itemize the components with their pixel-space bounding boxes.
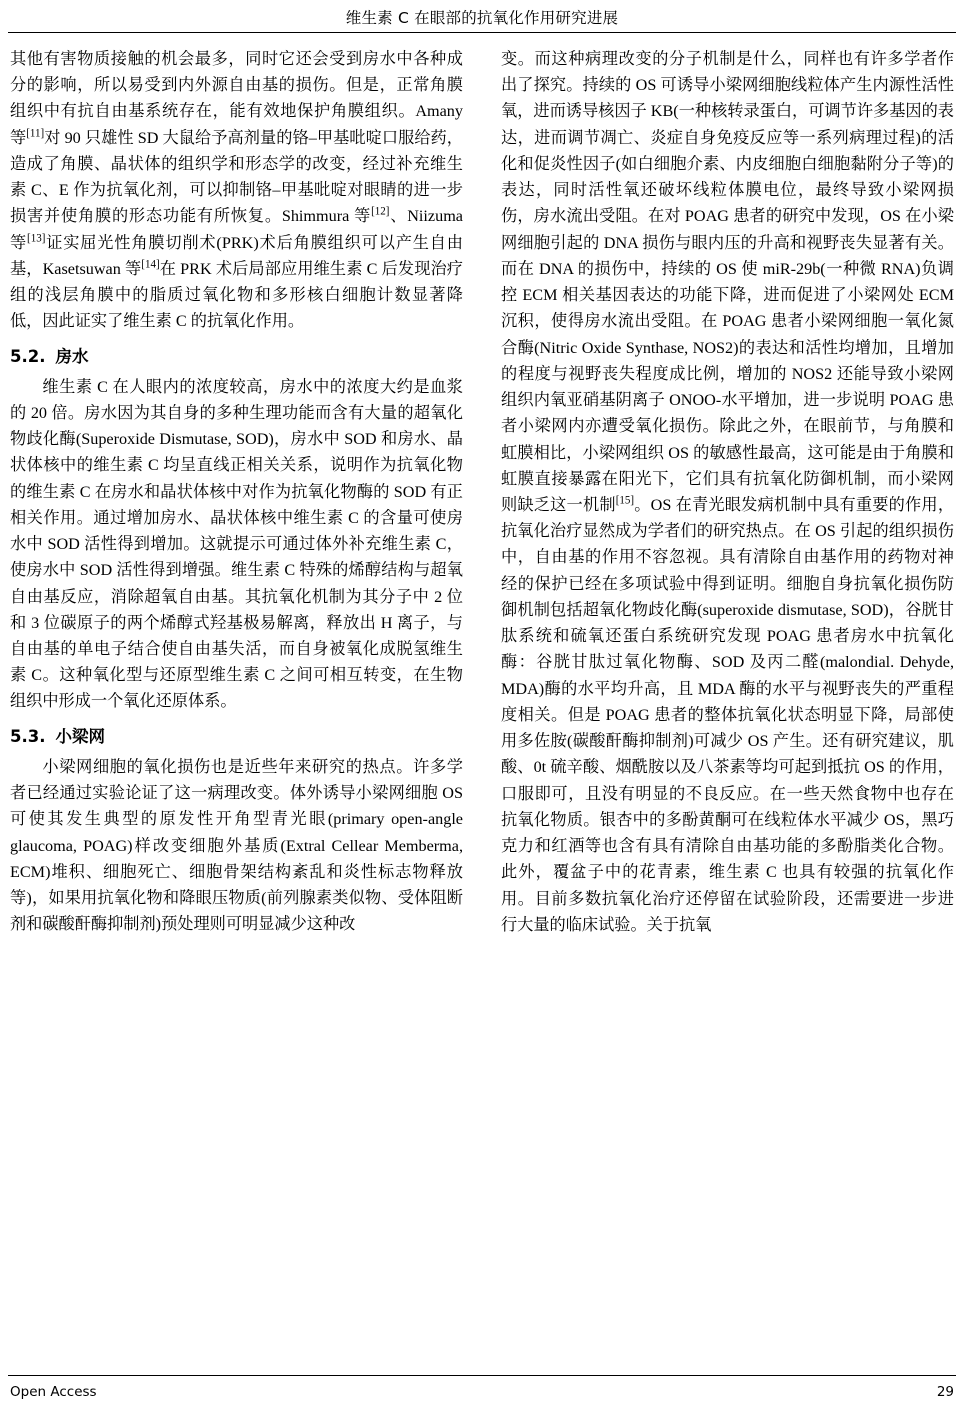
running-head: 维生素 C 在眼部的抗氧化作用研究进展: [345, 9, 619, 27]
right-column: [501, 46, 954, 1356]
citation-ref-12: [12]: [371, 206, 390, 219]
paragraph-poag-text-2: 。OS 在青光眼发病机制中具有重要的作用，抗氧化治疗显然成为学者们的研究热点。在 OS 引起的组织损伤中，自由基的作用不容忽视。具有清除自由基作用的药物对神经的保护已经在多项试验中得到证明。细胞自身抗氧化损伤防御机制包括超氧化物歧化酶(superoxide dismutase, SOD)，谷胱甘肽系统和硫氧还蛋白系统研究发现 POAG 患者房水中抗氧化酶：谷胱甘肽过氧化物酶、SOD 及丙二醛(malondial. Dehyde, MDA)酶的水平均升高，且 MDA 酶的水平与视野丧失的严重程度相关。但是 POAG 患者的整体抗氧化状态明显下降，局部使用多佐胺(碳酸酐酶抑制剂)可减少 OS 产生。还有研究建议，肌酸、0t 硫辛酸、烟酰胺以及八茶素等均可起到抵抗 OS 的作用，口服即可，且没有明显的不良反应。在一些天然食物中也存在抗氧化物质。银杏中的多酚黄酮可在线粒体水平减少 OS，黑巧克力和红酒等也含有具有清除自由基功能的多酚脂类化合物。此外，覆盆子中的花青素，维生素 C 也具有较强的抗氧化作用。目前多数抗氧化治疗还停留在试验阶段，还需要进一步进行大量的临床试验。关于抗氧: [501, 495, 955, 934]
section-title-5-2: 房水: [55, 346, 89, 366]
paragraph-poag: [501, 46, 954, 938]
section-heading-5-3: [10, 725, 463, 748]
footer-divider: [8, 1375, 956, 1376]
citation-ref-13: [13]: [27, 232, 46, 245]
left-column: [10, 46, 463, 1356]
header-divider: [8, 32, 956, 33]
page-number: 29: [936, 1384, 954, 1400]
paragraph-cornea: [10, 46, 463, 335]
paragraph-aqueous-humor: 维生素 C 在人眼内的浓度较高，房水中的浓度大约是血浆的 20 倍。房水因为其自身的多种生理功能而含有大量的超氧化物歧化酶(Superoxide Dismutase, SOD)，房水中 SOD 和房水、晶状体核中的维生素 C 均呈直线正相关关系，说明作为抗氧化物的维生素 C 在房水和晶状体核中对作为抗氧化物酶的 SOD 有正相关作用。通过增加房水、晶状体核中维生素 C 的含量可使房水中 SOD 活性得到增加。这就提示可通过体外补充维生素 C，使房水中 SOD 活性得到增强。维生素 C 特殊的烯醇结构与超氧自由基反应，消除超氧自由基。其抗氧化机制为其分子中 2 位和 3 位碳原子的两个烯醇式羟基极易解离，释放出 H 离子，与自由基的单电子结合使自由基失活，而自身被氧化成脱氢维生素 C。这种氧化型与还原型维生素 C 之间可相互转变，在生物组织中形成一个氧化还原体系。: [10, 377, 463, 711]
paragraph-cornea-text-1: 其他有害物质接触的机会最多，同时它还会受到房水中各种成分的影响，所以易受到内外源自由基的损伤。但是，正常角膜组织中有抗自由基系统存在，能有效地保护角膜组织。Amany 等: [10, 50, 463, 147]
section-heading-5-2: [10, 345, 463, 368]
body-columns: [10, 46, 954, 1356]
citation-ref-11: [11]: [26, 127, 45, 140]
section-number-5-3: 5.3.: [10, 726, 46, 746]
section-title-5-3: 小梁网: [55, 726, 105, 746]
open-access-label: Open Access: [10, 1384, 97, 1400]
paragraph-poag-text-1: 变。而这种病理改变的分子机制是什么，同样也有许多学者作出了探究。持续的 OS 可诱导小梁网细胞线粒体产生内源性活性氧，进而诱导核因子 KB(一种核转录蛋白，可调节许多基因的表达，进而调节凋亡、炎症自身免疫反应等一系列病理过程)的活化和促炎性因子(如白细胞介素、内皮细胞白细胞黏附分子等)的表达，同时活性氧还破坏线粒体膜电位，最终导致小梁网损伤，房水流出受阻。在对 POAG 患者的研究中发现，OS 在小梁网细胞引起的 DNA 损伤与眼内压的升高和视野丧失显著有关。而在 DNA 的损伤中，持续的 OS 使 miR-29b(一种微 RNA)负调控 ECM 相关基因表达的功能下降，进而促进了小梁网处 ECM 沉积，使得房水流出受阻。在 POAG 患者小梁网细胞一氧化氮合酶(Nitric Oxide Synthase, NOS2)的表达和活性均增加，且增加的程度与视野丧失程度成比例，增加的 NOS2 还能导致小梁网组织内氧亚硝基阴离子 ONOO-水平增加，进一步说明 POAG 患者小梁网内亦遭受氧化损伤。除此之外，在眼前节，与角膜和虹膜相比，小梁网组织 OS 的敏感性最高，这可能是由于角膜和虹膜直接暴露在阳光下，它们具有抗氧化防御机制，而小梁网则缺乏这一机制: [501, 50, 954, 514]
citation-ref-14: [14]: [141, 258, 160, 271]
paragraph-cornea-text-3: 、Niizuma 等: [10, 207, 463, 252]
paragraph-cornea-text-5: 在 PRK 术后局部应用维生素 C 后发现治疗组的浅层角膜中的脂质过氧化物和多形核白细胞计数显著降低，因此证实了维生素 C 的抗氧化作用。: [10, 259, 463, 331]
paragraph-cornea-text-2: 对 90 只雄性 SD 大鼠给予高剂量的铬‒甲基吡啶口服给药，造成了角膜、晶状体的组织学和形态学的改变，经过补充维生素 C、E 作为抗氧化剂，可以抑制铬‒甲基吡啶对眼睛的进一步损害并使角膜的形态功能有所恢复。Shimmura 等: [10, 128, 463, 226]
paragraph-trabecular-meshwork: 小梁网细胞的氧化损伤也是近些年来研究的热点。许多学者已经通过实验论证了这一病理改变。体外诱导小梁网细胞 OS 可使其发生典型的原发性开角型青光眼(primary open-angle glaucoma, POAG)样改变细胞外基质(Extral Cellear Memberma, ECM)堆积、细胞死亡、细胞骨架结构紊乱和炎性标志物释放等)，如果用抗氧化物和降眼压物质(前列腺素类似物、受体阻断剂和碳酸酐酶抑制剂)预处理则可明显减少这种改: [10, 757, 463, 934]
paragraph-cornea-text-4: 证实屈光性角膜切削术(PRK)术后角膜组织可以产生自由基，Kasetsuwan 等: [10, 233, 463, 278]
section-number-5-2: 5.2.: [10, 346, 46, 366]
citation-ref-15: [15]: [615, 494, 635, 507]
